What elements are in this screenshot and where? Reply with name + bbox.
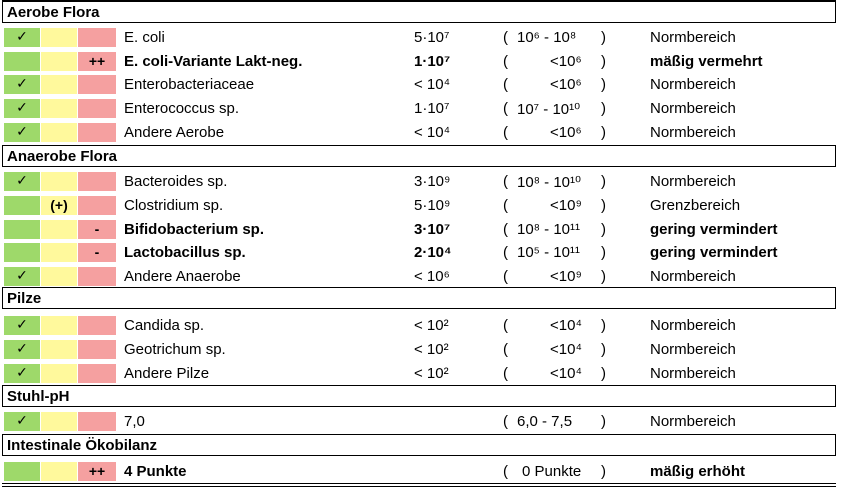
rating-mark: -	[94, 221, 100, 237]
result-row	[0, 169, 849, 193]
range-paren-close: )	[601, 100, 606, 117]
rating-box-yellow	[41, 52, 77, 71]
section-title: Aerobe Flora	[7, 4, 100, 21]
measured-value: 5·10⁷	[414, 29, 450, 46]
reference-range: <10⁹	[550, 268, 582, 285]
measured-value: 1·10⁷	[414, 100, 450, 117]
reference-range: 0 Punkte	[522, 463, 582, 480]
status-text: Normbereich	[650, 173, 736, 190]
status-text: Normbereich	[650, 124, 736, 141]
rating-box-green	[4, 28, 40, 47]
rating-mark: ++	[88, 463, 106, 479]
reference-range: 10⁸ - 10¹⁰	[517, 174, 582, 191]
measured-value: < 10⁴	[414, 124, 451, 141]
analyte-name: Andere Aerobe	[124, 124, 225, 141]
status-text: mäßig vermehrt	[650, 53, 763, 70]
rating-mark: ++	[88, 53, 106, 69]
rating-box-yellow	[41, 412, 77, 431]
range-paren-open: (	[503, 317, 508, 334]
rating-box-red	[78, 364, 116, 383]
rating-box-green	[4, 316, 40, 335]
rating-box-yellow	[41, 28, 77, 47]
status-text: Normbereich	[650, 268, 736, 285]
rating-box-red	[78, 123, 116, 142]
status-text: Normbereich	[650, 317, 736, 334]
result-row	[0, 264, 849, 288]
result-row	[0, 72, 849, 96]
reference-range: 10⁷ - 10¹⁰	[517, 101, 581, 118]
range-paren-close: )	[601, 463, 606, 480]
status-text: Normbereich	[650, 341, 736, 358]
section-title: Pilze	[7, 290, 42, 307]
range-paren-open: (	[503, 76, 508, 93]
range-paren-open: (	[503, 341, 508, 358]
range-paren-open: (	[503, 413, 508, 430]
analyte-name: Candida sp.	[124, 317, 205, 334]
rating-box-red	[78, 172, 116, 191]
analyte-name: Bifidobacterium sp.	[124, 221, 265, 238]
reference-range: 10⁸ - 10¹¹	[517, 221, 581, 238]
rating-box-green	[4, 52, 40, 71]
analyte-name: Geotrichum sp.	[124, 341, 226, 358]
range-paren-open: (	[503, 53, 508, 70]
analyte-name: 4 Punkte	[124, 463, 187, 480]
rating-box-green	[4, 75, 40, 94]
measured-value: < 10²	[414, 341, 449, 358]
range-paren-close: )	[601, 317, 606, 334]
range-paren-open: (	[503, 244, 508, 261]
range-paren-open: (	[503, 268, 508, 285]
result-row	[0, 240, 849, 264]
measured-value: 1·10⁷	[414, 53, 451, 70]
range-paren-open: (	[503, 100, 508, 117]
result-row	[0, 193, 849, 217]
range-paren-close: )	[601, 197, 606, 214]
result-row	[0, 96, 849, 120]
rating-box-red	[78, 412, 116, 431]
rating-box-green	[4, 364, 40, 383]
result-row	[0, 25, 849, 49]
range-paren-open: (	[503, 463, 508, 480]
measured-value: < 10⁴	[414, 76, 451, 93]
status-text: Normbereich	[650, 413, 736, 430]
result-row	[0, 217, 849, 241]
range-paren-open: (	[503, 124, 508, 141]
check-icon: ✓	[16, 173, 28, 189]
section-header	[2, 434, 836, 456]
reference-range: 6,0 - 7,5	[517, 413, 573, 430]
check-icon: ✓	[16, 413, 28, 429]
reference-range: 10⁶ - 10⁸	[517, 29, 577, 46]
reference-range: <10⁹	[550, 197, 582, 214]
check-icon: ✓	[16, 76, 28, 92]
rating-box-yellow	[41, 99, 77, 118]
reference-range: <10⁴	[550, 365, 582, 382]
rating-mark: -	[94, 244, 100, 260]
range-paren-close: )	[601, 268, 606, 285]
reference-range: <10⁶	[550, 124, 582, 141]
section-title: Stuhl-pH	[7, 388, 70, 405]
rating-box-red	[78, 316, 116, 335]
status-text: Normbereich	[650, 365, 736, 382]
range-paren-close: )	[601, 365, 606, 382]
rating-box-yellow	[41, 267, 77, 286]
top-border	[2, 0, 836, 1]
range-paren-open: (	[503, 365, 508, 382]
section-header	[2, 145, 836, 167]
rating-box-red	[78, 196, 116, 215]
rating-box-red	[78, 340, 116, 359]
rating-box-red	[78, 220, 116, 239]
measured-value: < 10²	[414, 317, 449, 334]
rating-box-green	[4, 99, 40, 118]
result-row	[0, 409, 849, 433]
analyte-name: Andere Pilze	[124, 365, 210, 382]
rating-box-green	[4, 196, 40, 215]
analyte-name: 7,0	[124, 413, 145, 430]
measured-value: < 10⁶	[414, 268, 450, 285]
rating-box-green	[4, 267, 40, 286]
analyte-name: E. coli	[124, 29, 165, 46]
check-icon: ✓	[16, 100, 28, 116]
status-text: Normbereich	[650, 100, 736, 117]
check-icon: ✓	[16, 365, 28, 381]
rating-box-red	[78, 462, 116, 481]
rating-box-green	[4, 462, 40, 481]
status-text: mäßig erhöht	[650, 463, 746, 480]
rating-box-yellow	[41, 123, 77, 142]
status-text: Normbereich	[650, 29, 736, 46]
analyte-name: E. coli-Variante Lakt-neg.	[124, 53, 303, 70]
result-row	[0, 313, 849, 337]
measured-value: 3·10⁷	[414, 221, 451, 238]
range-paren-open: (	[503, 29, 508, 46]
rating-box-green	[4, 220, 40, 239]
rating-box-red	[78, 243, 116, 262]
rating-box-yellow	[41, 340, 77, 359]
rating-box-green	[4, 340, 40, 359]
status-text: Grenzbereich	[650, 197, 741, 214]
analyte-name: Clostridium sp.	[124, 197, 224, 214]
check-icon: ✓	[16, 341, 28, 357]
section-title: Anaerobe Flora	[7, 148, 118, 165]
result-row	[0, 337, 849, 361]
analyte-name: Enterococcus sp.	[124, 100, 240, 117]
rating-box-yellow	[41, 316, 77, 335]
rating-box-green	[4, 412, 40, 431]
range-paren-close: )	[601, 173, 606, 190]
measured-value: 5·10⁹	[414, 197, 451, 214]
analyte-name: Andere Anaerobe	[124, 268, 241, 285]
range-paren-close: )	[601, 124, 606, 141]
rating-box-red	[78, 28, 116, 47]
measured-value: 2·10⁴	[414, 244, 452, 261]
range-paren-open: (	[503, 221, 508, 238]
rating-box-red	[78, 267, 116, 286]
range-paren-open: (	[503, 197, 508, 214]
reference-range: 10⁵ - 10¹¹	[517, 244, 580, 261]
check-icon: ✓	[16, 124, 28, 140]
status-text: Normbereich	[650, 76, 736, 93]
range-paren-close: )	[601, 413, 606, 430]
rating-box-green	[4, 243, 40, 262]
rating-mark: (+)	[50, 197, 68, 213]
section-header	[2, 385, 836, 407]
measured-value: < 10²	[414, 365, 449, 382]
rating-box-yellow	[41, 196, 77, 215]
check-icon: ✓	[16, 29, 28, 45]
status-text: gering vermindert	[650, 244, 778, 261]
rating-box-red	[78, 99, 116, 118]
status-text: gering vermindert	[650, 221, 778, 238]
result-row	[0, 361, 849, 385]
analyte-name: Lactobacillus sp.	[124, 244, 246, 261]
reference-range: <10⁴	[550, 317, 582, 334]
range-paren-close: )	[601, 76, 606, 93]
rating-box-green	[4, 123, 40, 142]
rating-box-yellow	[41, 462, 77, 481]
rating-box-yellow	[41, 243, 77, 262]
measured-value: 3·10⁹	[414, 173, 451, 190]
bottom-border	[2, 483, 836, 484]
result-row	[0, 49, 849, 73]
rating-box-yellow	[41, 220, 77, 239]
check-icon: ✓	[16, 268, 28, 284]
analyte-name: Bacteroides sp.	[124, 173, 228, 190]
range-paren-close: )	[601, 221, 606, 238]
reference-range: <10⁶	[550, 53, 582, 70]
reference-range: <10⁴	[550, 341, 582, 358]
range-paren-close: )	[601, 244, 606, 261]
rating-box-green	[4, 172, 40, 191]
range-paren-close: )	[601, 53, 606, 70]
rating-box-yellow	[41, 364, 77, 383]
check-icon: ✓	[16, 317, 28, 333]
result-row	[0, 120, 849, 144]
rating-box-yellow	[41, 172, 77, 191]
range-paren-close: )	[601, 341, 606, 358]
result-row	[0, 459, 849, 483]
analyte-name: Enterobacteriaceae	[124, 76, 255, 93]
range-paren-open: (	[503, 173, 508, 190]
section-title: Intestinale Ökobilanz	[7, 437, 158, 454]
rating-box-yellow	[41, 75, 77, 94]
rating-box-red	[78, 52, 116, 71]
section-header	[2, 1, 836, 23]
range-paren-close: )	[601, 29, 606, 46]
section-header	[2, 287, 836, 309]
rating-box-red	[78, 75, 116, 94]
reference-range: <10⁶	[550, 76, 582, 93]
